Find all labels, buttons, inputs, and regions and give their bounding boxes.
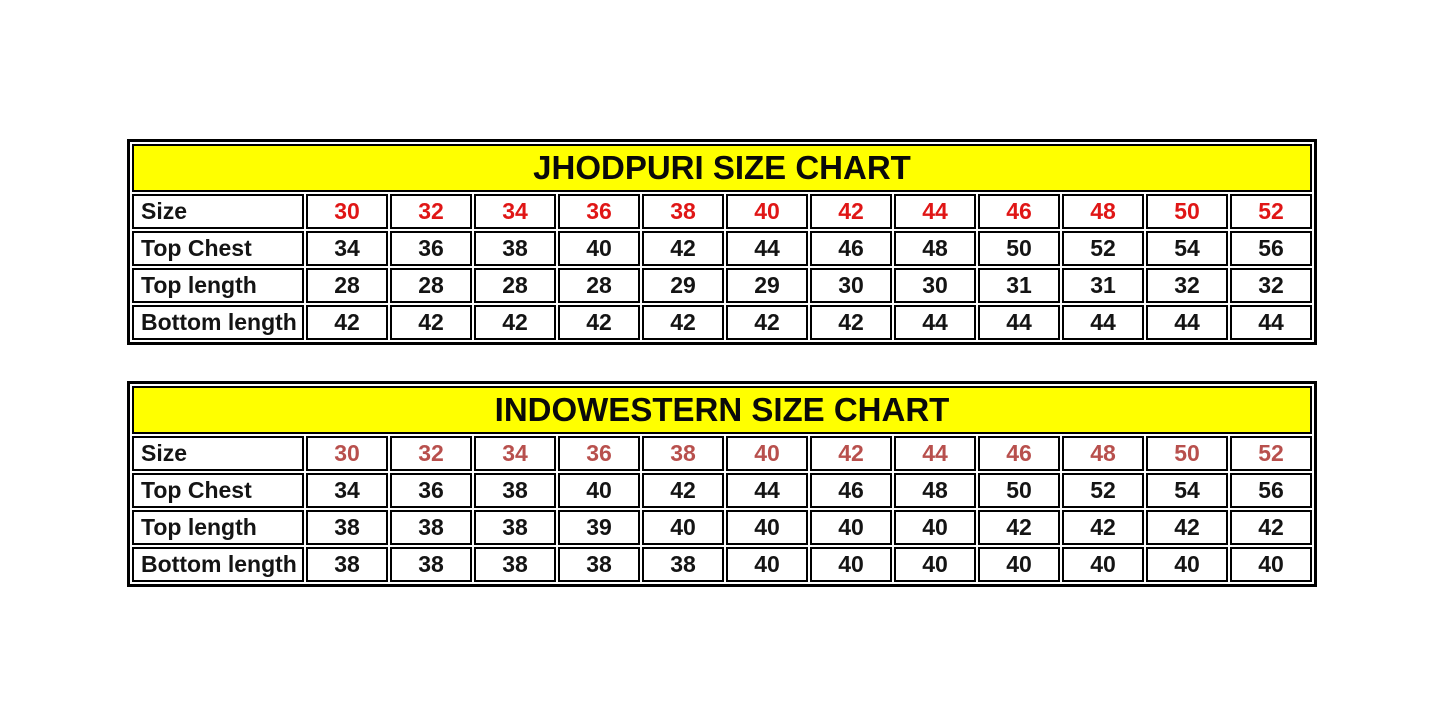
row-label: Top length xyxy=(132,510,304,545)
size-value: 36 xyxy=(558,436,640,471)
jhodpuri-size-chart-table xyxy=(127,139,1317,345)
size-value: 32 xyxy=(390,436,472,471)
row-label: Bottom length xyxy=(132,547,304,582)
data-cell: 38 xyxy=(390,547,472,582)
chart-title: JHODPURI SIZE CHART xyxy=(132,144,1312,192)
size-value: 52 xyxy=(1230,194,1312,229)
size-value: 30 xyxy=(306,436,388,471)
data-cell: 38 xyxy=(474,510,556,545)
row-label: Top length xyxy=(132,268,304,303)
data-cell: 29 xyxy=(726,268,808,303)
data-cell: 42 xyxy=(390,305,472,340)
data-cell: 31 xyxy=(978,268,1060,303)
data-cell: 40 xyxy=(726,547,808,582)
data-cell: 42 xyxy=(558,305,640,340)
data-cell: 40 xyxy=(1146,547,1228,582)
bottom-length-row xyxy=(132,305,1312,340)
data-cell: 46 xyxy=(810,473,892,508)
data-cell: 52 xyxy=(1062,231,1144,266)
size-value: 46 xyxy=(978,436,1060,471)
top-chest-row xyxy=(132,231,1312,266)
data-cell: 38 xyxy=(474,231,556,266)
top-chest-row xyxy=(132,473,1312,508)
data-cell: 56 xyxy=(1230,473,1312,508)
size-row xyxy=(132,436,1312,471)
row-label: Size xyxy=(132,194,304,229)
data-cell: 42 xyxy=(642,231,724,266)
data-cell: 28 xyxy=(306,268,388,303)
size-value: 48 xyxy=(1062,436,1144,471)
data-cell: 44 xyxy=(1230,305,1312,340)
data-cell: 40 xyxy=(810,510,892,545)
size-value: 40 xyxy=(726,194,808,229)
data-cell: 40 xyxy=(726,510,808,545)
data-cell: 40 xyxy=(1062,547,1144,582)
data-cell: 38 xyxy=(558,547,640,582)
data-cell: 52 xyxy=(1062,473,1144,508)
data-cell: 31 xyxy=(1062,268,1144,303)
top-length-row xyxy=(132,510,1312,545)
size-value: 44 xyxy=(894,436,976,471)
data-cell: 36 xyxy=(390,473,472,508)
data-cell: 42 xyxy=(306,305,388,340)
size-value: 38 xyxy=(642,436,724,471)
data-cell: 32 xyxy=(1146,268,1228,303)
size-value: 40 xyxy=(726,436,808,471)
size-value: 44 xyxy=(894,194,976,229)
data-cell: 38 xyxy=(390,510,472,545)
data-cell: 28 xyxy=(390,268,472,303)
data-cell: 38 xyxy=(306,510,388,545)
data-cell: 56 xyxy=(1230,231,1312,266)
size-value: 34 xyxy=(474,436,556,471)
size-value: 46 xyxy=(978,194,1060,229)
size-value: 48 xyxy=(1062,194,1144,229)
row-label: Top Chest xyxy=(132,231,304,266)
data-cell: 50 xyxy=(978,231,1060,266)
data-cell: 48 xyxy=(894,231,976,266)
data-cell: 42 xyxy=(1230,510,1312,545)
data-cell: 42 xyxy=(1062,510,1144,545)
data-cell: 38 xyxy=(306,547,388,582)
data-cell: 54 xyxy=(1146,231,1228,266)
row-label: Bottom length xyxy=(132,305,304,340)
row-label: Top Chest xyxy=(132,473,304,508)
top-length-row xyxy=(132,268,1312,303)
size-value: 42 xyxy=(810,436,892,471)
indowestern-size-chart-table xyxy=(127,381,1317,587)
data-cell: 42 xyxy=(642,305,724,340)
size-value: 34 xyxy=(474,194,556,229)
size-value: 32 xyxy=(390,194,472,229)
data-cell: 46 xyxy=(810,231,892,266)
data-cell: 30 xyxy=(810,268,892,303)
data-cell: 42 xyxy=(726,305,808,340)
data-cell: 42 xyxy=(978,510,1060,545)
data-cell: 50 xyxy=(978,473,1060,508)
bottom-length-row xyxy=(132,547,1312,582)
data-cell: 28 xyxy=(558,268,640,303)
data-cell: 40 xyxy=(558,231,640,266)
data-cell: 40 xyxy=(558,473,640,508)
size-value: 52 xyxy=(1230,436,1312,471)
data-cell: 44 xyxy=(894,305,976,340)
data-cell: 38 xyxy=(474,473,556,508)
title-row xyxy=(132,144,1312,192)
data-cell: 48 xyxy=(894,473,976,508)
data-cell: 30 xyxy=(894,268,976,303)
size-value: 50 xyxy=(1146,436,1228,471)
data-cell: 40 xyxy=(810,547,892,582)
data-cell: 36 xyxy=(390,231,472,266)
data-cell: 44 xyxy=(1146,305,1228,340)
data-cell: 34 xyxy=(306,231,388,266)
data-cell: 34 xyxy=(306,473,388,508)
chart-title: INDOWESTERN SIZE CHART xyxy=(132,386,1312,434)
data-cell: 28 xyxy=(474,268,556,303)
size-value: 38 xyxy=(642,194,724,229)
data-cell: 44 xyxy=(1062,305,1144,340)
data-cell: 44 xyxy=(726,473,808,508)
data-cell: 32 xyxy=(1230,268,1312,303)
data-cell: 38 xyxy=(642,547,724,582)
data-cell: 42 xyxy=(1146,510,1228,545)
data-cell: 42 xyxy=(810,305,892,340)
size-value: 50 xyxy=(1146,194,1228,229)
data-cell: 44 xyxy=(978,305,1060,340)
data-cell: 42 xyxy=(642,473,724,508)
data-cell: 40 xyxy=(642,510,724,545)
data-cell: 29 xyxy=(642,268,724,303)
data-cell: 39 xyxy=(558,510,640,545)
data-cell: 38 xyxy=(474,547,556,582)
data-cell: 40 xyxy=(894,547,976,582)
data-cell: 40 xyxy=(894,510,976,545)
data-cell: 40 xyxy=(978,547,1060,582)
data-cell: 44 xyxy=(726,231,808,266)
data-cell: 54 xyxy=(1146,473,1228,508)
data-cell: 42 xyxy=(474,305,556,340)
row-label: Size xyxy=(132,436,304,471)
size-value: 30 xyxy=(306,194,388,229)
size-row xyxy=(132,194,1312,229)
size-value: 36 xyxy=(558,194,640,229)
title-row xyxy=(132,386,1312,434)
size-value: 42 xyxy=(810,194,892,229)
data-cell: 40 xyxy=(1230,547,1312,582)
